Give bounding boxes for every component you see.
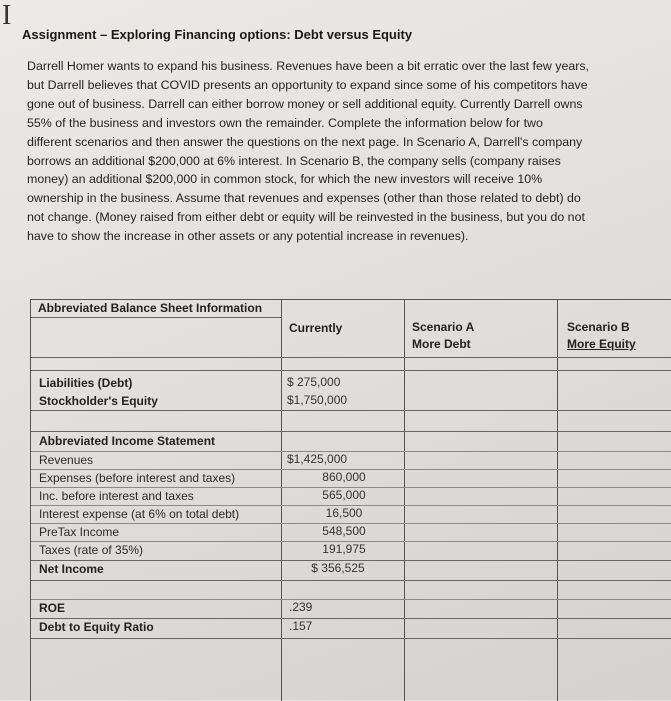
intro-line: but Darrell believes that COVID presents an opportunity to expand since some of his competitors have <box>27 77 588 92</box>
intro-line: not change. (Money raised from either debt or equity will be reinvested in the business, but you do not <box>27 210 585 225</box>
assignment-title: Assignment – Exploring Financing options: Debt versus Equity <box>22 27 413 42</box>
intro-line: borrows an additional $200,000 at 6% interest. In Scenario B, the company sells (company raises <box>27 153 561 168</box>
row-divider <box>31 431 671 432</box>
row-divider <box>31 317 282 318</box>
row-label-ebit: Inc. before interest and taxes <box>39 489 194 503</box>
intro-line: gone out of business. Darrell can either borrow money or sell additional equity. Currently Darrell owns <box>27 96 583 111</box>
value-debt-to-equity-currently: .157 <box>289 619 313 633</box>
value-liabilities-currently: $ 275,000 <box>287 375 341 389</box>
income-statement-heading: Abbreviated Income Statement <box>39 434 216 448</box>
scenario-a-title: Scenario A <box>412 320 475 334</box>
row-label-pretax-income: PreTax Income <box>39 525 120 539</box>
row-divider <box>31 357 671 358</box>
row-divider <box>31 410 671 411</box>
value-pretax-currently: 548,500 <box>322 524 366 538</box>
row-label-net-income: Net Income <box>39 562 104 576</box>
scenario-b-subtitle: More Equity <box>567 337 636 351</box>
value-ebit-currently: 565,000 <box>322 488 366 502</box>
intro-line: ownership in the business. Assume that revenues and expenses (other than those related to debt) do <box>27 191 581 206</box>
intro-line: 55% of the business and investors own the remainder. Complete the information below for two <box>27 115 543 130</box>
intro-line: money) an additional $200,000 in common stock, for which the new investors will receive 10% <box>27 172 543 187</box>
financial-table <box>30 299 671 701</box>
row-divider <box>31 580 671 581</box>
column-divider <box>557 300 558 701</box>
column-header-currently: Currently <box>289 321 343 335</box>
column-divider <box>281 300 282 701</box>
intro-line: different scenarios and then answer the questions on the next page. In Scenario A, Darrell's company <box>27 134 583 149</box>
column-divider <box>404 300 405 701</box>
row-label-interest-expense: Interest expense (at 6% on total debt) <box>39 507 240 521</box>
value-equity-currently: $1,750,000 <box>287 393 348 407</box>
intro-line: have to show the increase in other assets or any potential increase in revenues). <box>27 229 469 244</box>
row-divider <box>31 370 671 371</box>
intro-line: Darrell Homer wants to expand his business. Revenues have been a bit erratic over the last few years, <box>27 59 589 73</box>
balance-sheet-heading: Abbreviated Balance Sheet Information <box>38 301 263 315</box>
value-roe-currently: .239 <box>289 600 313 614</box>
value-expenses-currently: 860,000 <box>322 470 366 484</box>
row-label-roe: ROE <box>39 601 66 615</box>
text-cursor-icon: I <box>2 0 12 31</box>
row-label-liabilities: Liabilities (Debt) <box>39 376 133 390</box>
scenario-b-title: Scenario B <box>567 320 630 334</box>
value-revenues-currently: $1,425,000 <box>287 452 348 466</box>
scenario-a-subtitle: More Debt <box>412 337 471 351</box>
column-header-scenario-b <box>567 319 636 353</box>
row-label-debt-to-equity: Debt to Equity Ratio <box>39 620 154 634</box>
row-label-expenses: Expenses (before interest and taxes) <box>39 471 236 485</box>
intro-paragraph <box>27 57 657 246</box>
row-label-stockholders-equity: Stockholder's Equity <box>39 394 158 408</box>
column-header-scenario-a <box>412 319 474 353</box>
row-label-taxes: Taxes (rate of 35%) <box>39 543 144 557</box>
value-interest-currently: 16,500 <box>325 506 363 520</box>
value-net-income-currently: $ 356,525 <box>311 561 365 575</box>
row-label-revenues: Revenues <box>39 453 94 467</box>
value-taxes-currently: 191,975 <box>322 542 366 556</box>
row-divider <box>31 638 671 639</box>
